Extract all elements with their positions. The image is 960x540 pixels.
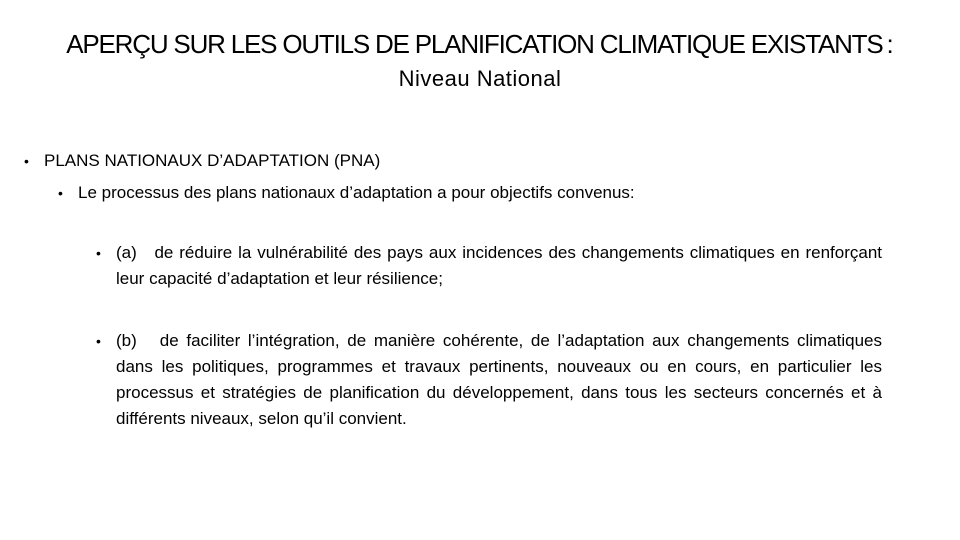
objective-item-b-text: (b) de faciliter l’intégration, de manière cohérente, de l’adaptation aux changements climatiques dans les politiques, programmes et travaux pertinents, nouveaux ou en cours, en particulier les processus et stratégies de planification du développement, dans tous les secteurs concernés et à différents niveaux, selon qu’il convient. xyxy=(116,331,882,428)
bullet-level2-text: Le processus des plans nationaux d’adaptation a pour objectifs convenus: xyxy=(78,183,635,202)
slide-subtitle: Niveau National xyxy=(398,66,562,91)
title-block xyxy=(0,26,960,94)
objective-item-a xyxy=(96,240,882,292)
bullet-dot: • xyxy=(58,185,63,201)
bullet-level1-text: PLANS NATIONAUX D’ADAPTATION (PNA) xyxy=(44,151,381,170)
bullet-level1 xyxy=(24,148,380,174)
slide-title-colon: : xyxy=(886,29,894,59)
bullet-dot: • xyxy=(96,245,101,261)
objective-item-a-text: (a) de réduire la vulnérabilité des pays aux incidences des changements climatiques en renforçant leur capacité d’adaptation et leur résilience; xyxy=(116,243,882,288)
bullet-dot: • xyxy=(24,153,29,169)
slide-title-text: APERÇU SUR LES OUTILS DE PLANIFICATION CLIMATIQUE EXISTANTS xyxy=(66,29,883,59)
slide-title xyxy=(0,26,960,62)
bullet-dot: • xyxy=(96,333,101,349)
objective-item-b xyxy=(96,328,882,432)
bullet-level2 xyxy=(58,180,635,206)
